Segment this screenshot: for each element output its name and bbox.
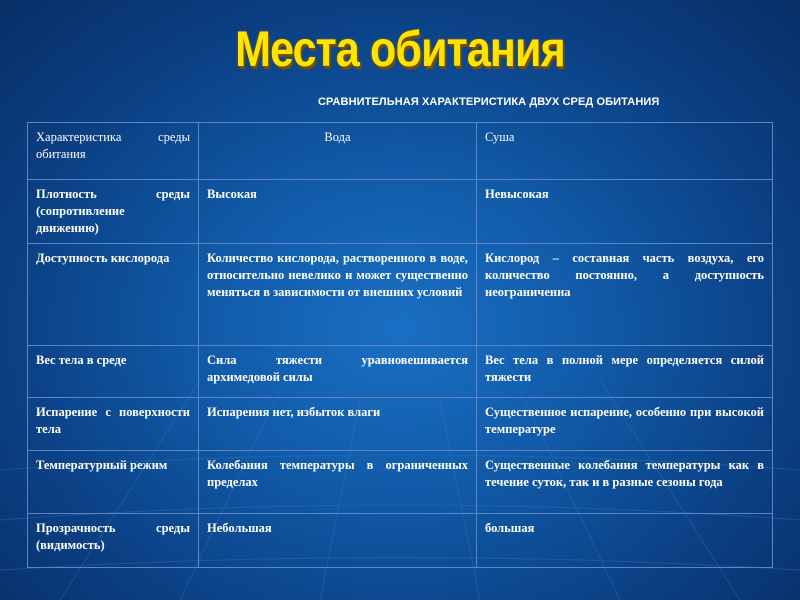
row-label: Вес тела в среде: [28, 346, 199, 398]
slide-title: Места обитания: [235, 21, 565, 77]
header-cell-characteristic: Характеристика среды обитания: [28, 123, 199, 180]
row-label: Плотность среды (сопротивление движению): [28, 180, 199, 244]
water-cell: Высокая: [199, 180, 477, 244]
land-cell: большая: [477, 514, 773, 568]
row-label: Температурный режим: [28, 451, 199, 514]
table-row: [28, 346, 773, 398]
row-label: Доступность кислорода: [28, 244, 199, 346]
table-row: [28, 180, 773, 244]
land-cell: Невысокая: [477, 180, 773, 244]
water-cell: Испарения нет, избыток влаги: [199, 398, 477, 451]
land-cell: Существенное испарение, особенно при высокой температуре: [477, 398, 773, 451]
comparison-table: [27, 122, 773, 568]
water-cell: Небольшая: [199, 514, 477, 568]
row-label: Прозрачность среды (видимость): [28, 514, 199, 568]
land-cell: Вес тела в полной мере определяется силой тяжести: [477, 346, 773, 398]
water-cell: Колебания температуры в ограниченных пределах: [199, 451, 477, 514]
table-header-row: [28, 123, 773, 180]
land-cell: Кислород – составная часть воздуха, его количество постоянно, а доступность неограниченна: [477, 244, 773, 346]
water-cell: Сила тяжести уравновешивается архимедовой силы: [199, 346, 477, 398]
water-cell: Количество кислорода, растворенного в воде, относительно невелико и может существенно меняться в зависимости от внешних условий: [199, 244, 477, 346]
header-cell-land: Суша: [477, 123, 773, 180]
row-label: Испарение с поверхности тела: [28, 398, 199, 451]
table-row: [28, 514, 773, 568]
land-cell: Существенные колебания температуры как в течение суток, так и в разные сезоны года: [477, 451, 773, 514]
table-row: [28, 244, 773, 346]
table-row: [28, 451, 773, 514]
slide-subtitle: СРАВНИТЕЛЬНАЯ ХАРАКТЕРИСТИКА ДВУХ СРЕД ОБИТАНИЯ: [318, 96, 660, 108]
header-cell-water: Вода: [199, 123, 477, 180]
table-row: [28, 398, 773, 451]
